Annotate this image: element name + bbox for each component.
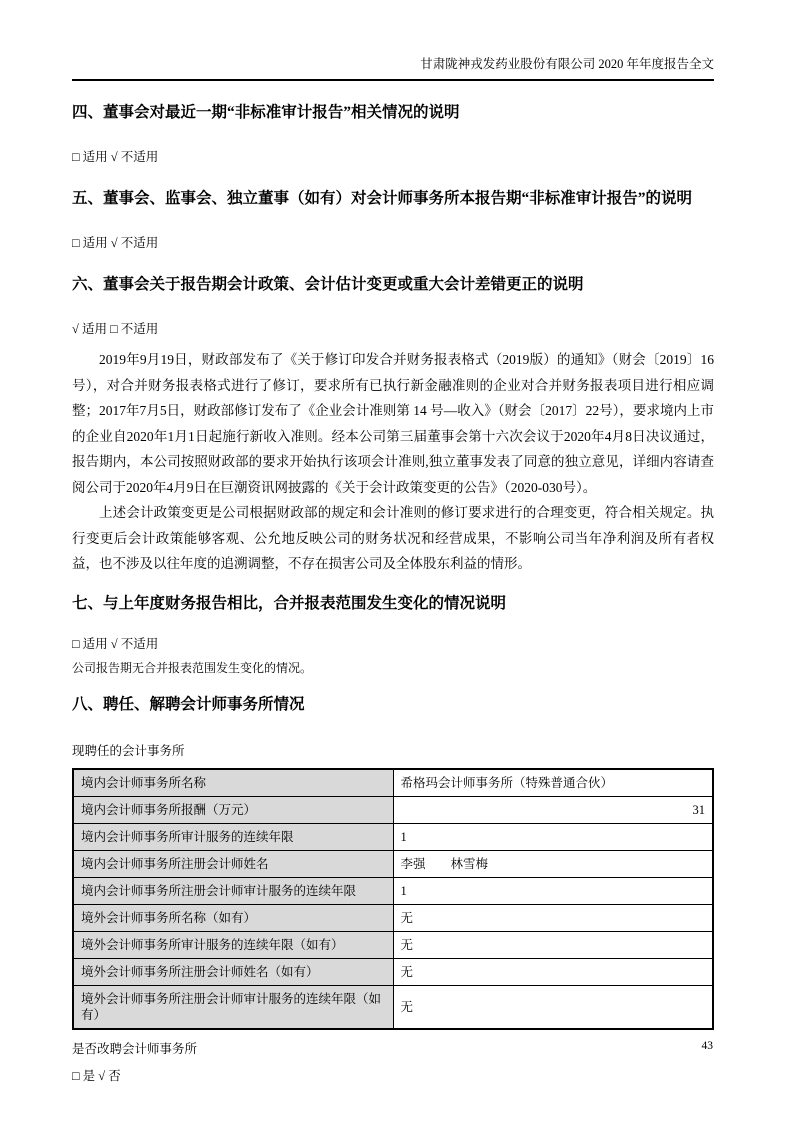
table-row — [73, 877, 713, 904]
change-firm-answer: □ 是 √ 否 — [72, 1068, 121, 1083]
page-number: 43 — [701, 1040, 713, 1052]
accounting-firm-table — [72, 768, 714, 1030]
table-row — [73, 769, 713, 797]
table-row — [73, 796, 713, 823]
section-6-paragraph-2: 上述会计政策变更是公司根据财政部的规定和会计准则的修订要求进行的合理变更，符合相关规定。执行变更后会计政策能够客观、公允地反映公司的财务状况和经营成果，不影响公司当年净利润及所有者权益，也不涉及以往年度的追溯调整，不存在损害公司及全体股东利益的情形。 — [72, 505, 714, 571]
row-value: 无 — [393, 931, 713, 958]
page-header — [72, 56, 714, 81]
row-label: 境内会计师事务所报酬（万元） — [73, 796, 393, 823]
table-row — [73, 850, 713, 877]
row-value: 希格玛会计师事务所（特殊普通合伙） — [393, 769, 713, 797]
row-label: 境内会计师事务所注册会计师姓名 — [73, 850, 393, 877]
section-8-title: 八、聘任、解聘会计师事务所情况 — [72, 695, 305, 713]
row-value: 1 — [393, 877, 713, 904]
row-label: 境内会计师事务所审计服务的连续年限 — [73, 823, 393, 850]
table-row — [73, 823, 713, 850]
change-firm-question: 是否改聘会计师事务所 — [72, 1041, 198, 1056]
current-firm-subtitle: 现聘任的会计事务所 — [72, 743, 185, 758]
section-6-applicability: √ 适用 □ 不适用 — [72, 322, 159, 336]
section-4-title: 四、董事会对最近一期“非标准审计报告”相关情况的说明 — [72, 104, 460, 121]
section-5-title: 五、董事会、监事会、独立董事（如有）对会计师事务所本报告期“非标准审计报告”的说明 — [72, 190, 693, 207]
row-label: 境外会计师事务所审计服务的连续年限（如有） — [73, 931, 393, 958]
section-6-title: 六、董事会关于报告期会计政策、会计估计变更或重大会计差错更正的说明 — [72, 276, 584, 293]
row-value: 无 — [393, 985, 713, 1029]
row-value: 无 — [393, 958, 713, 985]
row-label: 境外会计师事务所名称（如有） — [73, 904, 393, 931]
row-value: 31 — [393, 796, 713, 823]
table-row — [73, 931, 713, 958]
row-value: 1 — [393, 823, 713, 850]
row-label: 境内会计师事务所注册会计师审计服务的连续年限 — [73, 877, 393, 904]
row-label: 境外会计师事务所注册会计师审计服务的连续年限（如有） — [73, 985, 393, 1029]
row-value: 无 — [393, 904, 713, 931]
row-label: 境内会计师事务所名称 — [73, 769, 393, 797]
section-7-applicability: □ 适用 √ 不适用 — [72, 636, 159, 651]
section-7-note: 公司报告期无合并报表范围发生变化的情况。 — [72, 660, 313, 675]
header-title: 甘肃陇神戎发药业股份有限公司 2020 年年度报告全文 — [420, 57, 714, 71]
row-label: 境外会计师事务所注册会计师姓名（如有） — [73, 958, 393, 985]
table-row — [73, 958, 713, 985]
table-row — [73, 985, 713, 1029]
row-value: 李强 林雪梅 — [393, 850, 713, 877]
section-6-paragraph-1: 2019年9月19日，财政部发布了《关于修订印发合并财务报表格式（2019版）的通知》（财会〔2019〕16号），对合并财务报表格式进行了修订，要求所有已执行新金融准则的企业对合并财务报表项目进行相应调整；2017年7月5日，财政部修订发布了《企业会计准则第 14 号—收入》（财会〔2017〕22号），要求境内上市的企业自2020年1月1日起施行新收入准则。经本公司第三届董事会第十六次会议于2020年4月8日决议通过，报告期内，本公司按照财政部的要求开始执行该项会计准则,独立董事发表了同意的独立意见，详细内容请查阅公司于2020年4月9日在巨潮资讯网披露的《关于会计政策变更的公告》（2020-030号）。 — [72, 352, 714, 495]
table-row — [73, 904, 713, 931]
section-7-title: 七、与上年度财务报告相比，合并报表范围发生变化的情况说明 — [72, 594, 507, 612]
section-4-applicability: □ 适用 √ 不适用 — [72, 150, 159, 164]
section-5-applicability: □ 适用 √ 不适用 — [72, 236, 159, 250]
